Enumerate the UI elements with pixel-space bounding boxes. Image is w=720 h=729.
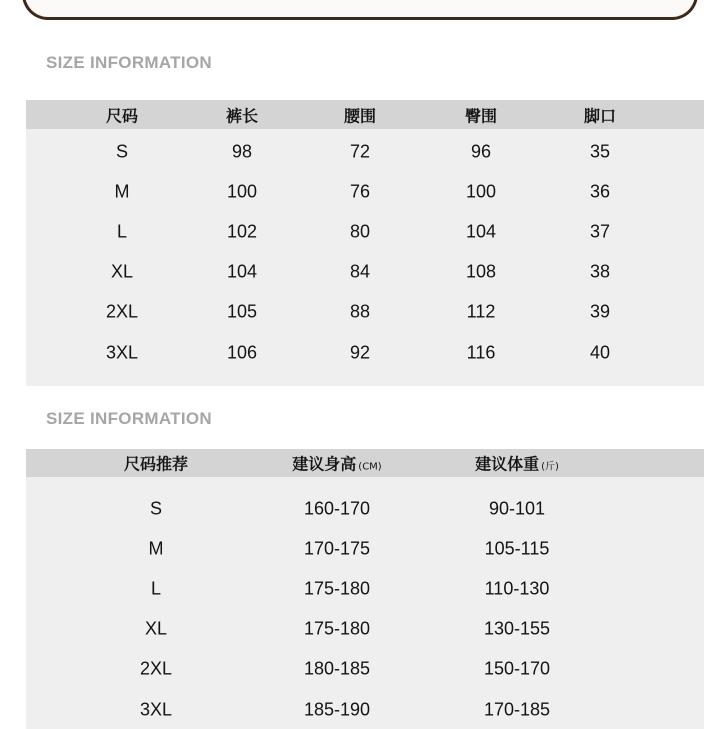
table-cell: 76 [349, 181, 371, 202]
size-measurement-table [26, 100, 704, 386]
table-cell: 175-180 [303, 578, 371, 599]
column-header: 脚口 [583, 106, 617, 126]
table-cell: 72 [349, 141, 371, 162]
table-cell: 108 [465, 261, 497, 282]
table-cell: 88 [349, 301, 371, 322]
table-cell: S [115, 141, 129, 162]
size-recommendation-table [26, 449, 704, 729]
table-cell: 80 [349, 221, 371, 242]
table-cell: 84 [349, 261, 371, 282]
table-cell: 106 [226, 342, 258, 363]
column-header [292, 452, 381, 475]
table-cell: 102 [226, 221, 258, 242]
column-header: 臀围 [464, 106, 498, 126]
table-cell: 105-115 [484, 538, 550, 559]
table-cell: 100 [226, 181, 258, 202]
table-cell: L [116, 221, 128, 242]
table-cell: 2XL [139, 658, 173, 679]
table-cell: 92 [349, 342, 371, 363]
column-header-unit: (斤) [541, 461, 559, 473]
table-cell: M [114, 181, 130, 202]
table-cell: 35 [589, 141, 611, 162]
column-header: 腰围 [343, 106, 377, 126]
table-cell: 104 [226, 261, 258, 282]
column-header-label: 尺码推荐 [123, 454, 189, 474]
table-cell: M [148, 538, 164, 559]
table-cell: 175-180 [303, 618, 371, 639]
table-cell: 170-185 [483, 699, 551, 720]
table-cell: 3XL [105, 342, 139, 363]
table-cell: 105 [226, 301, 258, 322]
top-banner [22, 0, 698, 20]
table-cell: 180-185 [303, 658, 371, 679]
table-cell: 39 [589, 301, 611, 322]
table-cell: 96 [470, 141, 492, 162]
column-header: 尺码 [105, 106, 139, 126]
table-cell: 40 [589, 342, 611, 363]
table-cell: 110-130 [484, 578, 550, 599]
column-header: 裤长 [225, 106, 259, 126]
table-cell: 36 [589, 181, 611, 202]
table-cell: XL [110, 261, 134, 282]
table-cell: 170-175 [303, 538, 371, 559]
column-header-label: 建议体重 [475, 454, 540, 474]
table-cell: 3XL [139, 699, 173, 720]
table-cell: XL [144, 618, 168, 639]
table-cell: 2XL [105, 301, 139, 322]
table-cell: 160-170 [303, 498, 371, 519]
table-cell: 130-155 [483, 618, 551, 639]
table-cell: 112 [466, 301, 496, 322]
section-title-measurements: SIZE INFORMATION [46, 53, 212, 72]
column-header-label: 建议身高 [292, 454, 357, 474]
table-cell: 98 [231, 141, 253, 162]
column-header [124, 452, 188, 475]
table-cell: 150-170 [483, 658, 551, 679]
section-title-recommendation: SIZE INFORMATION [46, 409, 212, 428]
column-header [475, 452, 559, 475]
table-cell: 37 [589, 221, 611, 242]
column-header-unit: (CM) [358, 461, 382, 473]
table-cell: 100 [465, 181, 497, 202]
table-cell: S [149, 498, 163, 519]
table-cell: L [150, 578, 162, 599]
table-cell: 185-190 [303, 699, 371, 720]
table-cell: 104 [465, 221, 497, 242]
table-cell: 90-101 [488, 498, 546, 519]
table-cell: 116 [466, 342, 496, 363]
table-cell: 38 [589, 261, 611, 282]
